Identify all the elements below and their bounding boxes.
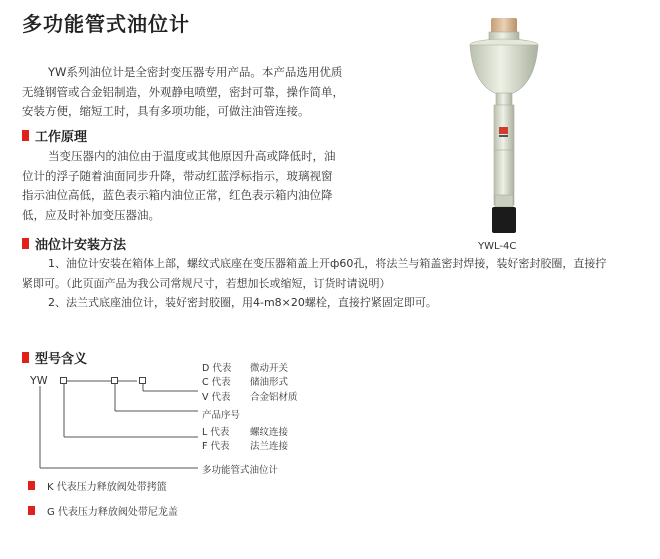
code-d (202, 360, 288, 374)
code-f-label: F 代表 (202, 441, 230, 452)
principle-heading-label: 工作原理 (35, 130, 88, 145)
code-l-desc: 螺纹连接 (250, 427, 289, 438)
code-serial: 产品序号 (202, 410, 241, 421)
code-f-desc: 法兰连接 (250, 441, 289, 452)
code-full-name: 多功能管式油位计 (202, 465, 279, 476)
code-v (202, 389, 298, 403)
model-prefix: YW (30, 374, 48, 387)
code-c-desc: 储油形式 (250, 377, 289, 388)
code-l-label: L 代表 (202, 427, 230, 438)
code-l (202, 424, 288, 438)
product-caption: YWL-4C (478, 241, 517, 252)
install-line: 1、油位计安装在箱体上部，螺纹式底座在变压器箱盖上开ф60孔，将法兰与箱盖密封焊接，装好密封胶圈，直接拧 (48, 257, 607, 270)
install-heading-label: 油位计安装方法 (35, 238, 127, 253)
install-line: 2、法兰式底座油位计，装好密封胶圈，用4-m8×20螺栓，直接拧紧固定即可。 (48, 296, 437, 310)
code-f (202, 438, 288, 452)
principle-line: 当变压器内的油位由于温度或其他原因升高或降低时，油 (48, 149, 336, 163)
model-code-box (111, 377, 118, 384)
intro-line: YW系列油位计是全密封变压器专用产品。本产品选用优质 (48, 65, 343, 79)
install-line: 紧即可。（此页面产品为我公司常规尺寸，若想加长或缩短，订货时请说明） (22, 276, 391, 290)
note-k-text: K 代表压力释放阀处带拷篮 (47, 482, 167, 493)
code-d-desc: 微动开关 (250, 363, 289, 374)
code-v-label: V 代表 (202, 392, 231, 403)
note-k (28, 478, 167, 493)
code-c (202, 374, 288, 388)
model-heading-label: 型号含义 (35, 352, 88, 367)
note-marker (28, 481, 35, 490)
note-g (28, 503, 178, 518)
note-marker (28, 506, 35, 515)
code-d-label: D 代表 (202, 363, 232, 374)
note-g-text: G 代表压力释放阀处带尼龙盖 (47, 507, 178, 518)
principle-line: 位计的浮子随着油面同步升降，带动红蓝浮标指示，玻璃视窗 (22, 168, 333, 183)
model-code-box (139, 377, 146, 384)
principle-line: 低，应及时补加变压器油。 (22, 207, 160, 222)
principle-line: 指示油位高低，蓝色表示箱内油位正常，红色表示箱内油位降 (22, 188, 333, 203)
code-v-desc: 合金铝材质 (250, 392, 298, 403)
intro-line: 无缝钢管或合金铝制造，外观静电喷塑，密封可靠，操作简单， (22, 84, 344, 99)
intro-line: 安装方便，缩短工时，具有多项功能，可做注油管连接。 (22, 104, 310, 119)
page-title: 多功能管式油位计 (22, 12, 190, 36)
code-c-label: C 代表 (202, 377, 231, 388)
model-code-box (60, 377, 67, 384)
